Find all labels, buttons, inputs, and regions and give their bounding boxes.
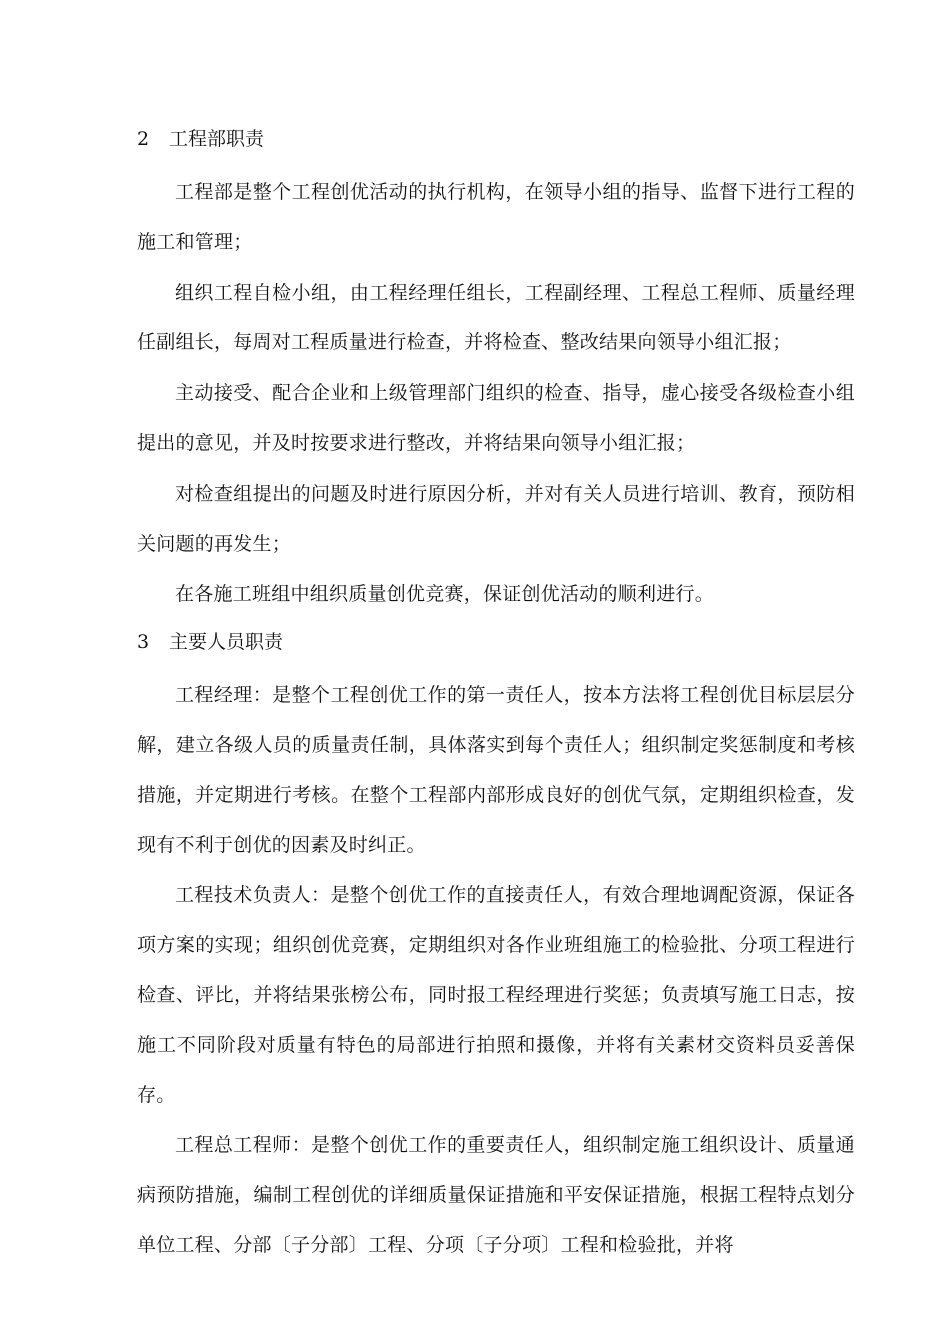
paragraph: 工程经理：是整个工程创优工作的第一责任人，按本方法将工程创优目标层层分解，建立各级人员的质量责任制，具体落实到每个责任人；组织制定奖惩制度和考核措施，并定期进行考核。在整个工程部内部形成良好的创优气氛，定期组织检查，发现有不利于创优的因素及时纠正。 bbox=[137, 684, 855, 856]
paragraph: 工程部是整个工程创优活动的执行机构，在领导小组的指导、监督下进行工程的施工和管理； bbox=[137, 181, 855, 253]
paragraph: 在各施工班组中组织质量创优竞赛，保证创优活动的顺利进行。 bbox=[175, 583, 715, 606]
section-title: 工程部职责 bbox=[169, 128, 265, 150]
section-number: 3 bbox=[137, 631, 150, 654]
section-title: 主要人员职责 bbox=[169, 631, 284, 654]
paragraph: 工程总工程师：是整个创优工作的重要责任人，组织制定施工组织设计、质量通病预防措施，编制工程创优的详细质量保证措施和平安保证措施，根据工程特点划分单位工程、分部〔子分部〕工程、分项〔子分项〕工程和检验批，并将 bbox=[137, 1134, 855, 1256]
paragraph: 组织工程自检小组，由工程经理任组长，工程副经理、工程总工程师、质量经理任副组长，每周对工程质量进行检查，并将检查、整改结果向领导小组汇报； bbox=[137, 281, 855, 354]
paragraph: 对检查组提出的问题及时进行原因分析，并对有关人员进行培训、教育，预防相关问题的再发生； bbox=[137, 482, 855, 555]
section-heading-2 bbox=[137, 118, 855, 161]
document-body bbox=[137, 118, 855, 1272]
section-number: 2 bbox=[137, 128, 150, 150]
paragraph: 工程技术负责人：是整个创优工作的直接责任人，有效合理地调配资源，保证各项方案的实现；组织创优竞赛，定期组织对各作业班组施工的检验批、分项工程进行检查、评比，并将结果张榜公布，同时报工程经理进行奖惩；负责填写施工日志，按施工不同阶段对质量有特色的局部进行拍照和摄像，并将有关素材交资料员妥善保存。 bbox=[137, 884, 855, 1106]
section-heading-3 bbox=[137, 621, 855, 664]
paragraph: 主动接受、配合企业和上级管理部门组织的检查、指导，虚心接受各级检查小组提出的意见，并及时按要求进行整改，并将结果向领导小组汇报； bbox=[137, 382, 855, 454]
